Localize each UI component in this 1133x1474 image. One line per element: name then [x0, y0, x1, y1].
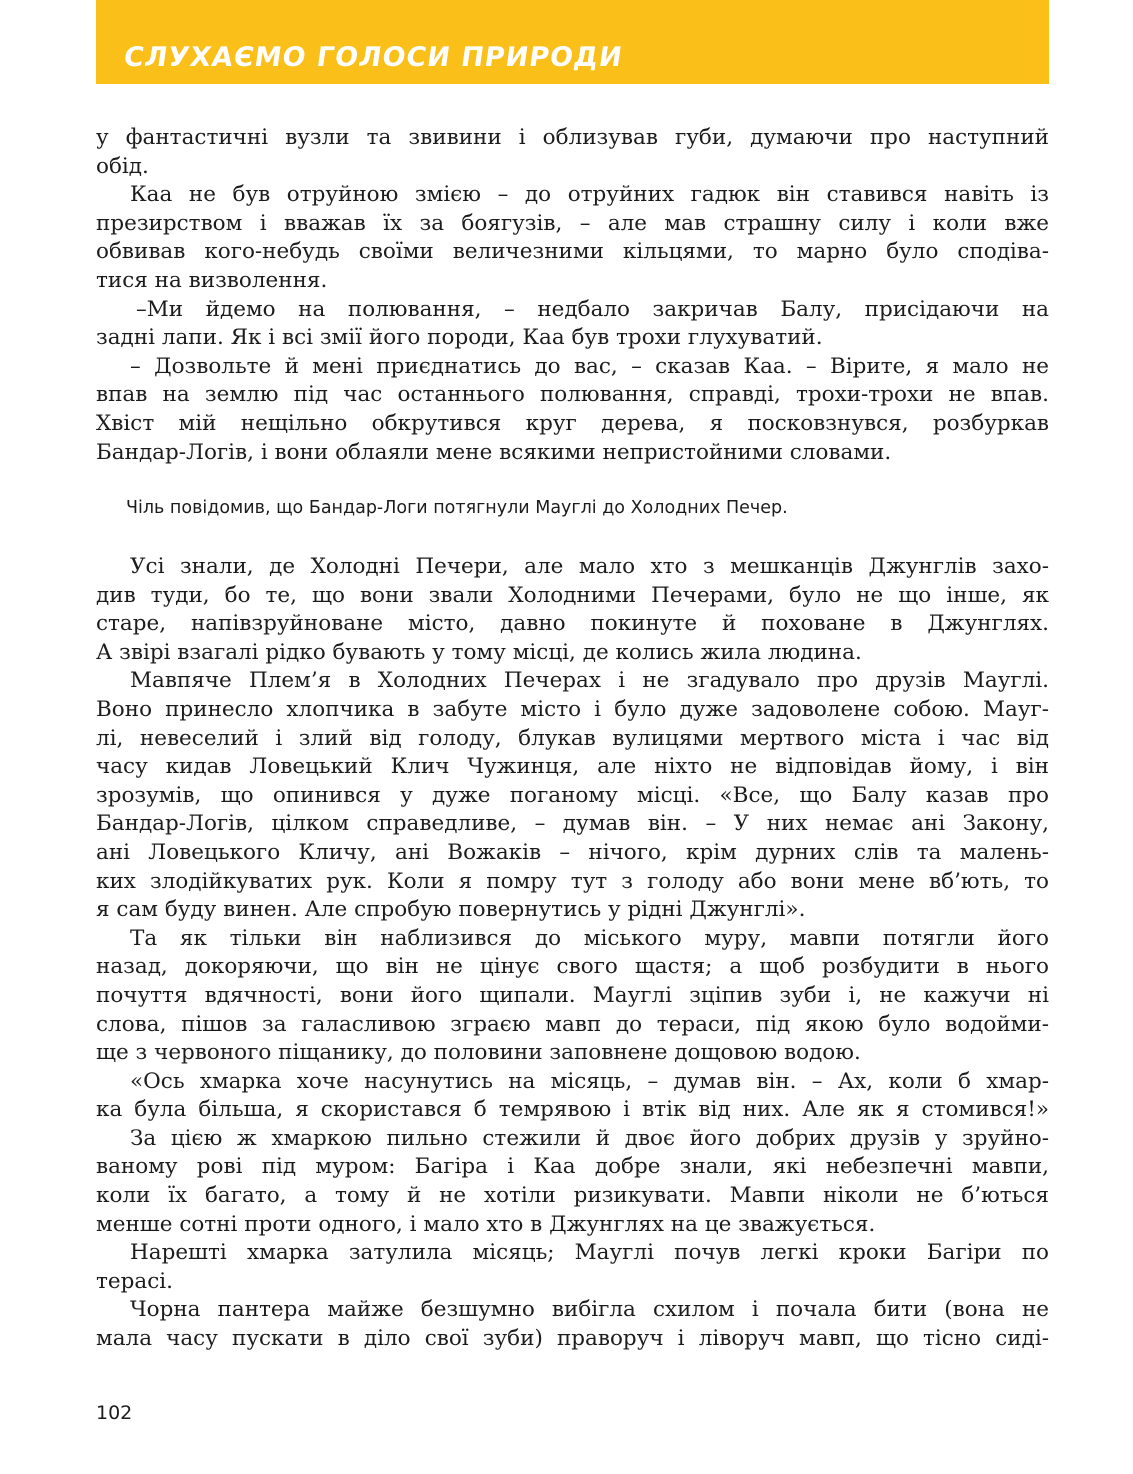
text-line: почуття вдячності, вони його щипали. Мауглі зціпив зуби і, не кажучи ні: [96, 982, 1049, 1008]
text-line: ка була більша, я скористався б темрявою і втік від них. Але як я стомився!»: [96, 1097, 1049, 1123]
section-title: СЛУХАЄМО ГОЛОСИ ПРИРОДИ: [121, 42, 625, 73]
text-line: менше сотні проти одного, і мало хто в Джунглях на це зважується.: [96, 1211, 876, 1237]
text-line: обвивав кого-небудь своїми величезними кільцями, то марно було сподіва-: [96, 239, 1049, 265]
text-line: впав на землю під час останнього полювання, справді, трохи-трохи не впав.: [96, 382, 1049, 408]
text-line: тися на визволення.: [96, 267, 328, 293]
text-line: лі, невеселий і злий від голоду, блукав вулицями мертвого міста і час від: [96, 725, 1049, 751]
text-line: ані Ловецького Кличу, ані Вожаків – нічого, крім дурних слів та малень-: [96, 839, 1049, 865]
text-line: терасі.: [96, 1268, 173, 1294]
text-block-1: [96, 124, 1049, 467]
text-line: назад, докоряючи, що він не цінує свого щастя; а щоб розбудити в нього: [96, 954, 1049, 980]
text-line: Воно принесло хлопчика в забуте місто і було дуже задоволене собою. Мауг-: [96, 696, 1049, 722]
text-line: ще з червоного піщанику, до половини заповнене дощовою водою.: [96, 1040, 861, 1066]
text-line: старе, напівзруйноване місто, давно покинуте й поховане в Джунглях.: [96, 611, 1049, 637]
text-line: задні лапи. Як і всі змії його породи, Каа був трохи глухуватий.: [96, 325, 823, 351]
dialogue-line: –Ми йдемо на полювання, – недбало закричав Балу, присідаючи на: [136, 296, 1049, 322]
text-line: Хвіст мій нещільно обкрутився круг дерева, я посковзнувся, розбуркав: [96, 410, 1049, 436]
text-line: мала часу пускати в діло свої зуби) праворуч і ліворуч мавп, що тісно сиді-: [96, 1326, 1049, 1352]
text-line: часу кидав Ловецький Клич Чужинця, але ніхто не відповідав йому, і він: [96, 754, 1049, 780]
text-line: Бандар-Логів, цілком справедливе, – думав він. – У них немає ані Закону,: [96, 811, 1049, 837]
paragraph-line: Каа не був отруйною змією – до отруйних гадюк він ставився навіть із: [130, 182, 1049, 208]
text-line: зрозумів, що опинився у дуже поганому місці. «Все, що Балу казав про: [96, 782, 1049, 808]
header-band: [96, 0, 1049, 84]
text-line: презирством і вважав їх за боягузів, – але мав страшну силу і коли вже: [96, 210, 1049, 236]
text-line: я сам буду винен. Але спробую повернутись у рідні Джунглі».: [96, 897, 806, 923]
paragraph-line: За цією ж хмаркою пильно стежили й двоє його добрих друзів у зруйно-: [130, 1125, 1049, 1151]
paragraph-line: «Ось хмарка хоче насунутись на місяць, – думав він. – Ах, коли б хмар-: [130, 1068, 1049, 1094]
text-line: ких злодійкуватих рук. Коли я помру тут з голоду або вони мене вб’ють, то: [96, 868, 1049, 894]
text-block-2: [96, 553, 1049, 1354]
text-line: коли їх багато, а тому й не хотіли ризикувати. Мавпи ніколи не б’ються: [96, 1183, 1049, 1209]
summary-note: Чіль повідомив, що Бандар-Логи потягнули Мауглі до Холодних Печер.: [126, 498, 788, 518]
paragraph-line: Та як тільки він наблизився до міського муру, мавпи потягли його: [130, 925, 1049, 951]
text-line: у фантастичні вузли та звивини і облизував губи, думаючи про наступний: [96, 125, 1049, 150]
paragraph-line: Мавпяче Плем’я в Холодних Печерах і не згадувало про друзів Мауглі.: [130, 668, 1049, 694]
text-line: обід.: [96, 153, 149, 179]
paragraph-line: Чорна пантера майже безшумно вибігла схилом і почала бити (вона не: [130, 1297, 1049, 1323]
text-line: ваному рові під муром: Багіра і Каа добре знали, які небезпечні мавпи,: [96, 1154, 1049, 1180]
text-line: Бандар-Логів, і вони облаяли мене всякими непристойними словами.: [96, 439, 892, 465]
text-line: слова, пішов за галасливою зграєю мавп до тераси, під якою було водойми-: [96, 1011, 1049, 1037]
dialogue-line: – Дозвольте й мені приєднатись до вас, – сказав Каа. – Вірите, я мало не: [130, 353, 1049, 379]
text-line: див туди, бо те, що вони звали Холодними Печерами, було не що інше, як: [96, 582, 1049, 608]
paragraph-line: Усі знали, де Холодні Печери, але мало хто з мешканців Джунглів захо-: [130, 554, 1049, 579]
paragraph-line: Нарешті хмарка затулила місяць; Мауглі почув легкі кроки Багіри по: [130, 1240, 1049, 1266]
page-number: 102: [96, 1402, 133, 1424]
text-line: А звірі взагалі рідко бувають у тому місці, де колись жила людина.: [96, 639, 862, 665]
